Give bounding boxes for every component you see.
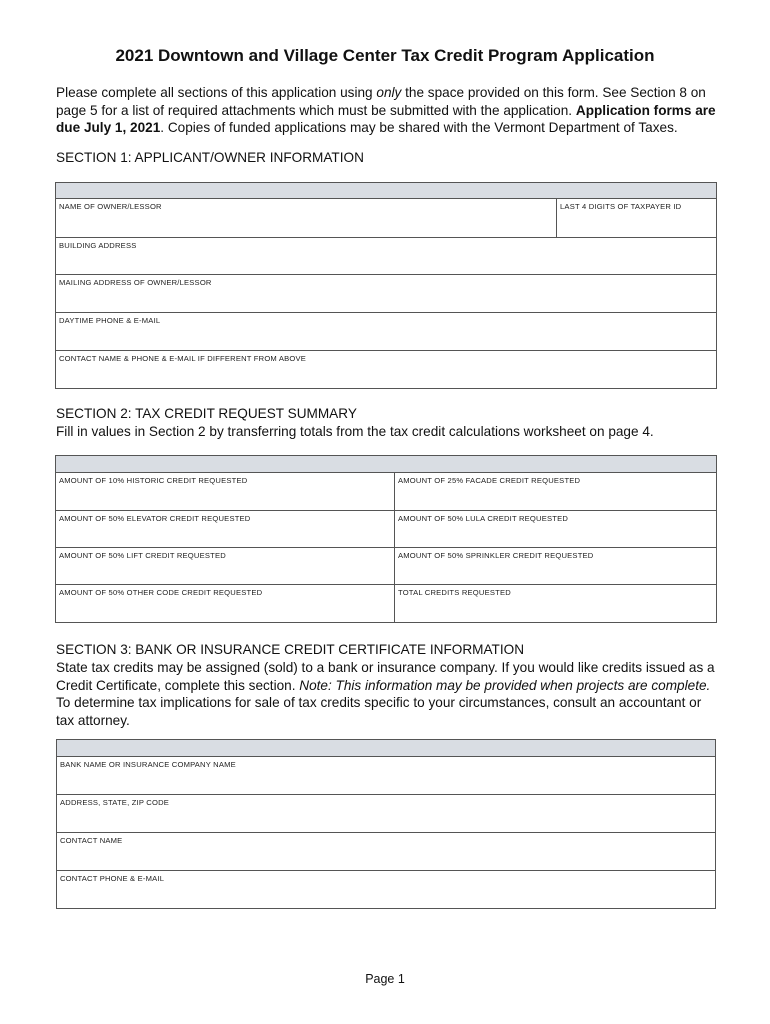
intro-text-2: the space provided on this form. See Section 8 on page 5 for a list of required attachments which must be submitted with the application.: [56, 85, 706, 118]
owner-name-cell: [56, 199, 557, 238]
phone-email-label: DAYTIME PHONE & E-MAIL: [59, 316, 161, 325]
lift-label: AMOUNT OF 50% LIFT CREDIT REQUESTED: [59, 551, 226, 560]
intro-due-date: Application forms are due July 1, 2021: [56, 102, 716, 135]
bank-contact-phone-label: CONTACT PHONE & E-MAIL: [60, 874, 165, 883]
bank-contact-phone-input[interactable]: [60, 885, 712, 899]
elevator-cell: [56, 511, 395, 548]
lift-cell: [56, 548, 395, 585]
other-code-label: AMOUNT OF 50% OTHER CODE CREDIT REQUESTED: [59, 588, 263, 597]
total-input[interactable]: [398, 599, 713, 613]
bank-name-cell: [57, 757, 716, 795]
taxpayer-id-label: LAST 4 DIGITS OF TAXPAYER ID: [560, 202, 682, 211]
bank-name-label: BANK NAME OR INSURANCE COMPANY NAME: [60, 760, 236, 769]
historic-input[interactable]: [59, 487, 391, 501]
facade-label: AMOUNT OF 25% FACADE CREDIT REQUESTED: [398, 476, 581, 485]
section1-header-bar: [56, 183, 717, 199]
historic-cell: [56, 473, 395, 511]
sprinkler-cell: [395, 548, 717, 585]
total-label: TOTAL CREDITS REQUESTED: [398, 588, 511, 597]
elevator-label: AMOUNT OF 50% ELEVATOR CREDIT REQUESTED: [59, 514, 251, 523]
total-cell: [395, 585, 717, 623]
owner-name-input[interactable]: [59, 213, 553, 227]
section3-heading: SECTION 3: BANK OR INSURANCE CREDIT CERTIFICATE INFORMATION: [56, 642, 525, 657]
bank-name-input[interactable]: [60, 771, 712, 785]
mailing-address-cell: [56, 275, 717, 313]
historic-label: AMOUNT OF 10% HISTORIC CREDIT REQUESTED: [59, 476, 248, 485]
lula-input[interactable]: [398, 525, 713, 539]
section3-text-2: To determine tax implications for sale of tax credits specific to your circumstances, consult an accountant or tax attorney.: [56, 695, 702, 728]
phone-email-input[interactable]: [59, 327, 713, 341]
bank-contact-name-label: CONTACT NAME: [60, 836, 123, 845]
bank-address-input[interactable]: [60, 809, 712, 823]
owner-name-label: NAME OF OWNER/LESSOR: [59, 202, 162, 211]
intro-paragraph: [56, 84, 721, 137]
phone-email-cell: [56, 313, 717, 351]
sprinkler-label: AMOUNT OF 50% SPRINKLER CREDIT REQUESTED: [398, 551, 594, 560]
bank-address-label: ADDRESS, STATE, ZIP CODE: [60, 798, 170, 807]
section2-header-bar: [56, 456, 717, 473]
contact-input[interactable]: [59, 365, 713, 379]
facade-input[interactable]: [398, 487, 713, 501]
other-code-cell: [56, 585, 395, 623]
section3-header-bar: [57, 740, 716, 757]
section3-table: [56, 739, 716, 909]
section2-table: [55, 455, 717, 623]
section2-heading: SECTION 2: TAX CREDIT REQUEST SUMMARY: [56, 406, 357, 421]
mailing-address-label: MAILING ADDRESS OF OWNER/LESSOR: [59, 278, 212, 287]
taxpayer-id-input[interactable]: [560, 213, 713, 227]
bank-contact-name-input[interactable]: [60, 847, 712, 861]
intro-text-1: Please complete all sections of this application using: [56, 85, 377, 100]
page-number: Page 1: [365, 972, 405, 986]
contact-cell: [56, 351, 717, 389]
taxpayer-id-cell: [557, 199, 717, 238]
building-address-input[interactable]: [59, 252, 713, 266]
other-code-input[interactable]: [59, 599, 391, 613]
bank-contact-phone-cell: [57, 871, 716, 909]
sprinkler-input[interactable]: [398, 562, 713, 576]
facade-cell: [395, 473, 717, 511]
mailing-address-input[interactable]: [59, 289, 713, 303]
lula-cell: [395, 511, 717, 548]
bank-contact-name-cell: [57, 833, 716, 871]
page-title: 2021 Downtown and Village Center Tax Credit Program Application: [115, 46, 655, 65]
section3-paragraph: [56, 659, 721, 729]
building-address-label: BUILDING ADDRESS: [59, 241, 137, 250]
section1-heading: SECTION 1: APPLICANT/OWNER INFORMATION: [56, 150, 364, 165]
intro-text-3: . Copies of funded applications may be shared with the Vermont Department of Taxes.: [160, 120, 678, 135]
building-address-cell: [56, 238, 717, 275]
section1-table: [55, 182, 717, 389]
section3-text-1: State tax credits may be assigned (sold) to a bank or insurance company. If you would like credits issued as a Credit Certificate, complete this section.: [56, 660, 715, 693]
lift-input[interactable]: [59, 562, 391, 576]
section2-subheading: Fill in values in Section 2 by transferring totals from the tax credit calculations worksheet on page 4.: [56, 424, 654, 439]
bank-address-cell: [57, 795, 716, 833]
section3-note: Note: This information may be provided when projects are complete.: [299, 677, 711, 693]
lula-label: AMOUNT OF 50% LULA CREDIT REQUESTED: [398, 514, 569, 523]
intro-only: only: [376, 85, 402, 100]
contact-label: CONTACT NAME & PHONE & E-MAIL IF DIFFERENT FROM ABOVE: [59, 354, 307, 363]
elevator-input[interactable]: [59, 525, 391, 539]
